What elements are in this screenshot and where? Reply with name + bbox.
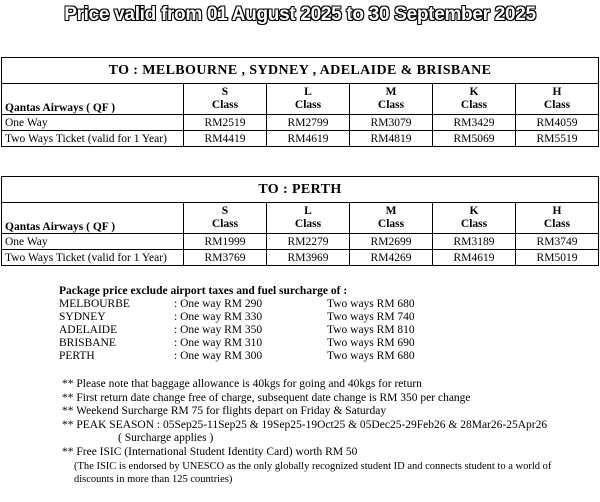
surcharge-one-way: : One way RM 350	[174, 324, 263, 336]
table-row	[2, 131, 599, 147]
row-label: Two Ways Ticket (valid for 1 Year)	[2, 250, 184, 266]
price-cell: RM3189	[433, 234, 516, 250]
footnote-isic-note-2: discounts in more than 125 countries)	[74, 474, 233, 486]
price-cell: RM5519	[516, 131, 599, 147]
class-header-l: L Class	[267, 84, 350, 115]
surcharge-one-way: : One way RM 310	[174, 337, 263, 349]
surcharge-title: Package price exclude airport taxes and fuel surcharge of :	[59, 285, 348, 297]
footnote-date-change: ** First return date change free of charge, subsequent date change is RM 350 per change	[62, 391, 471, 404]
price-cell: RM5019	[516, 250, 599, 266]
table-row	[2, 250, 599, 266]
row-label: One Way	[2, 234, 184, 250]
footnote-isic-note-1: (The ISIC is endorsed by UNESCO as the only globally recognized student ID and connects student to a world of	[74, 460, 552, 472]
price-cell: RM4059	[516, 115, 599, 131]
price-cell: RM4819	[350, 131, 433, 147]
price-cell: RM3429	[433, 115, 516, 131]
price-cell: RM3749	[516, 234, 599, 250]
fare-table-perth	[1, 176, 599, 266]
surcharge-one-way: : One way RM 290	[174, 298, 263, 310]
price-cell: RM4619	[267, 131, 350, 147]
price-cell: RM2699	[350, 234, 433, 250]
footnote-peak: ** PEAK SEASON : 05Sep25-11Sep25 & 19Sep25-19Oct25 & 05Dec25-29Feb26 & 28Mar26-25Apr26	[62, 418, 548, 431]
table-row	[2, 115, 599, 131]
fare-table-melbourne-sydney-adelaide-brisbane	[1, 57, 599, 147]
table-title: TO : PERTH	[258, 182, 342, 197]
surcharge-row	[59, 311, 415, 324]
price-cell: RM4269	[350, 250, 433, 266]
surcharge-row	[59, 324, 415, 337]
surcharge-one-way: : One way RM 300	[174, 350, 263, 362]
surcharge-notes	[59, 285, 415, 363]
fare-table	[1, 202, 599, 266]
price-cell: RM3969	[267, 250, 350, 266]
surcharge-two-way: Two ways RM 680	[327, 350, 415, 362]
surcharge-city: PERTH	[59, 350, 95, 362]
surcharge-city: ADELAIDE	[59, 324, 118, 336]
class-header-row	[2, 203, 599, 234]
class-header-row	[2, 84, 599, 115]
surcharge-row	[59, 337, 415, 350]
surcharge-row	[59, 298, 415, 311]
airline-label: Qantas Airways ( QF )	[2, 203, 184, 234]
class-header-l: L Class	[267, 203, 350, 234]
class-header-m: M Class	[350, 84, 433, 115]
price-cell: RM1999	[184, 234, 267, 250]
price-cell: RM3079	[350, 115, 433, 131]
surcharge-city: BRISBANE	[59, 337, 116, 349]
footnote-peak-note: ( Surcharge applies )	[118, 432, 214, 445]
surcharge-two-way: Two ways RM 680	[327, 298, 415, 310]
surcharge-two-way: Two ways RM 690	[327, 337, 415, 349]
class-header-s: S Class	[184, 203, 267, 234]
price-cell: RM2799	[267, 115, 350, 131]
class-header-m: M Class	[350, 203, 433, 234]
surcharge-one-way: : One way RM 330	[174, 311, 263, 323]
price-cell: RM4419	[184, 131, 267, 147]
price-cell: RM2279	[267, 234, 350, 250]
class-header-k: K Class	[433, 203, 516, 234]
row-label: Two Ways Ticket (valid for 1 Year)	[2, 131, 184, 147]
fare-table	[1, 83, 599, 147]
class-header-k: K Class	[433, 84, 516, 115]
class-header-h: H Class	[516, 203, 599, 234]
price-cell: RM4619	[433, 250, 516, 266]
price-cell: RM2519	[184, 115, 267, 131]
airline-label: Qantas Airways ( QF )	[2, 84, 184, 115]
row-label: One Way	[2, 115, 184, 131]
surcharge-city: MELBOURBE	[59, 298, 130, 310]
surcharge-city: SYDNEY	[59, 311, 106, 323]
class-header-s: S Class	[184, 84, 267, 115]
footnote-weekend: ** Weekend Surcharge RM 75 for flights depart on Friday & Saturday	[62, 405, 387, 418]
validity-headline: Price valid from 01 August 2025 to 30 September 2025	[64, 4, 536, 25]
surcharge-two-way: Two ways RM 740	[327, 311, 415, 323]
class-header-h: H Class	[516, 84, 599, 115]
footnote-baggage: ** Please note that baggage allowance is 40kgs for going and 40kgs for return	[62, 378, 422, 390]
price-cell: RM5069	[433, 131, 516, 147]
footnotes	[62, 378, 551, 487]
table-row	[2, 234, 599, 250]
price-cell: RM3769	[184, 250, 267, 266]
surcharge-row	[59, 350, 415, 363]
table-title: TO : MELBOURNE , SYDNEY , ADELAIDE & BRISBANE	[108, 63, 492, 78]
footnote-isic: ** Free ISIC (International Student Identity Card) worth RM 50	[62, 445, 358, 458]
surcharge-two-way: Two ways RM 810	[327, 324, 415, 336]
